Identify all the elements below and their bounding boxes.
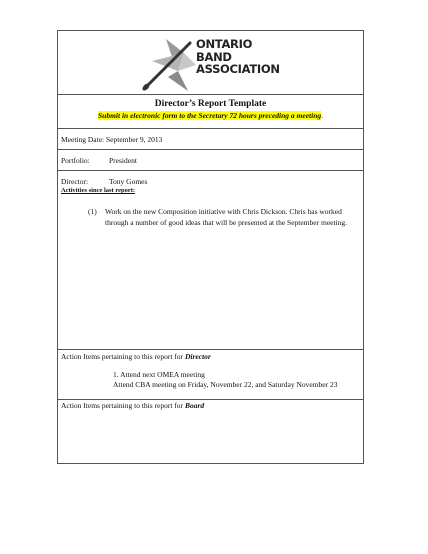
report-title: Director’s Report Template	[154, 99, 267, 109]
director-action-item-1: 1. Attend next OMEA meeting	[113, 370, 205, 379]
director-actions-heading	[61, 352, 211, 361]
logo-wordmark	[196, 38, 280, 76]
subtitle-end: .	[321, 111, 323, 120]
divider-activities	[57, 349, 364, 350]
portfolio-value: President	[109, 156, 137, 165]
logo-line-1: ONTARIO	[196, 37, 253, 51]
director-action-item-2: Attend CBA meeting on Friday, November 22, and Saturday November 23	[113, 380, 338, 389]
logo-line-2: BAND	[196, 49, 232, 64]
logo-line-3: ASSOCIATION	[196, 62, 280, 76]
report-subtitle	[57, 111, 364, 120]
board-actions-heading	[61, 401, 204, 410]
board-actions-target: Board	[184, 401, 205, 410]
portfolio-field	[61, 156, 137, 165]
board-actions-prefix: Action Items pertaining to this report for	[61, 401, 185, 410]
divider-date	[57, 149, 364, 150]
director-actions-prefix: Action Items pertaining to this report for	[61, 352, 185, 361]
activities-heading: Activities since last report:	[61, 187, 136, 194]
divider-title	[57, 128, 364, 129]
divider-portfolio	[57, 170, 364, 171]
meeting-date: Meeting Date: September 9, 2013	[61, 135, 163, 144]
activity-number: (1)	[88, 207, 97, 216]
activity-text: Work on the new Composition initiative with Chris Dickson. Chris has worked through a number of good ideas that will be presented at the September meeting.	[105, 207, 348, 227]
director-value: Tony Gomes	[109, 177, 148, 186]
director-label: Director:	[61, 177, 89, 186]
activity-item	[88, 207, 350, 228]
director-field	[61, 177, 147, 186]
divider-director-actions	[57, 399, 364, 400]
subtitle-highlight: Submit in electronic form to the Secretary 72 hours preceding a meeting	[98, 111, 322, 120]
director-actions-target: Director	[184, 352, 211, 361]
portfolio-label: Portfolio:	[61, 156, 90, 165]
